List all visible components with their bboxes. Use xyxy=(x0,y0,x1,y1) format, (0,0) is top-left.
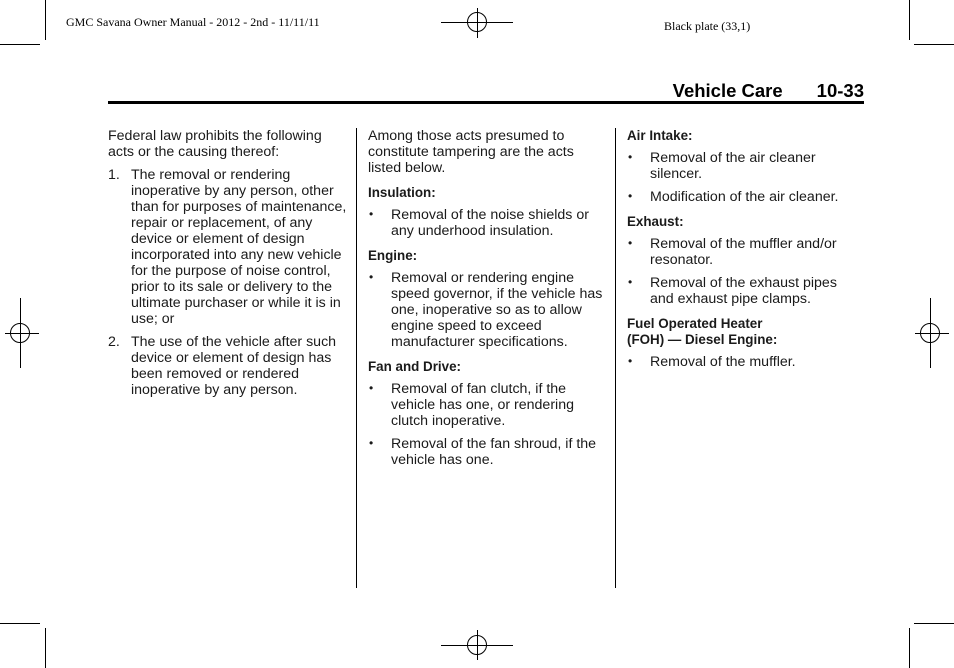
bullet-text: Removal of the muffler. xyxy=(650,354,796,370)
print-slug-plate: Black plate (33,1) xyxy=(664,19,751,33)
heading-line: (FOH) — Diesel Engine: xyxy=(627,332,778,347)
page-number: 10-33 xyxy=(816,80,864,101)
bullet-glyph: • xyxy=(628,354,633,368)
column-divider xyxy=(356,128,357,588)
column-divider xyxy=(615,128,616,588)
bullet-text: Removal of the air cleaner silencer. xyxy=(650,150,816,182)
list-item xyxy=(108,167,348,327)
bullet-glyph: • xyxy=(369,381,374,395)
bullet-text: Removal of the noise shields or any underhood insulation. xyxy=(391,207,589,239)
header-rule xyxy=(108,101,864,104)
bullet-text: Removal or rendering engine speed governor, if the vehicle has one, inoperative so as to allow engine speed to exceed manufacturer specifications. xyxy=(391,270,603,350)
bullet-text: Removal of fan clutch, if the vehicle has one, or rendering clutch inoperative. xyxy=(391,381,574,429)
list-item-text: The removal or rendering inoperative by any person, other than for purposes of maintenance, repair or replacement, of any device or element of design incorporated into any new vehicle for the purpose of noise control, prior to its sale or delivery to the ultimate purchaser or while it is in use; or xyxy=(131,167,347,327)
bullet-glyph: • xyxy=(628,150,633,164)
section-heading: Air Intake: xyxy=(627,128,693,143)
print-slug-title: GMC Savana Owner Manual - 2012 - 2nd - 11/11/11 xyxy=(66,15,320,29)
bullet-glyph: • xyxy=(628,236,633,250)
heading-line: Fuel Operated Heater xyxy=(627,316,763,331)
list-number: 1. xyxy=(108,167,120,183)
column-3 xyxy=(627,128,859,377)
bullet-item xyxy=(368,207,606,239)
paragraph-intro: Federal law prohibits the following acts or the causing thereof: xyxy=(108,128,322,160)
bullet-item xyxy=(368,270,606,350)
column-2 xyxy=(368,128,606,475)
section-heading: Engine: xyxy=(368,248,418,263)
bullet-item xyxy=(627,275,859,307)
column-1 xyxy=(108,128,348,405)
bullet-item xyxy=(627,150,859,182)
list-number: 2. xyxy=(108,334,120,350)
bullet-item xyxy=(368,436,606,468)
bullet-text: Removal of the muffler and/or resonator. xyxy=(650,236,837,268)
bullet-item xyxy=(627,236,859,268)
bullet-text: Removal of the fan shroud, if the vehicle has one. xyxy=(391,436,597,468)
list-item-text: The use of the vehicle after such device or element of design has been removed or rendered inoperative by any person. xyxy=(131,334,337,398)
section-title: Vehicle Care xyxy=(672,80,783,101)
bullet-glyph: • xyxy=(369,436,374,450)
bullet-glyph: • xyxy=(369,270,374,284)
running-header xyxy=(600,80,864,102)
section-heading: Insulation: xyxy=(368,185,436,200)
bullet-text: Removal of the exhaust pipes and exhaust pipe clamps. xyxy=(650,275,837,307)
list-item xyxy=(108,334,348,398)
bullet-item xyxy=(368,381,606,429)
bullet-item xyxy=(627,354,859,370)
bullet-glyph: • xyxy=(628,275,633,289)
section-heading: Fan and Drive: xyxy=(368,359,462,374)
bullet-glyph: • xyxy=(628,189,633,203)
paragraph-intro: Among those acts presumed to constitute tampering are the acts listed below. xyxy=(368,128,574,176)
section-heading xyxy=(627,316,859,348)
bullet-item xyxy=(627,189,859,205)
bullet-glyph: • xyxy=(369,207,374,221)
bullet-text: Modification of the air cleaner. xyxy=(650,189,839,205)
section-heading: Exhaust: xyxy=(627,214,684,229)
